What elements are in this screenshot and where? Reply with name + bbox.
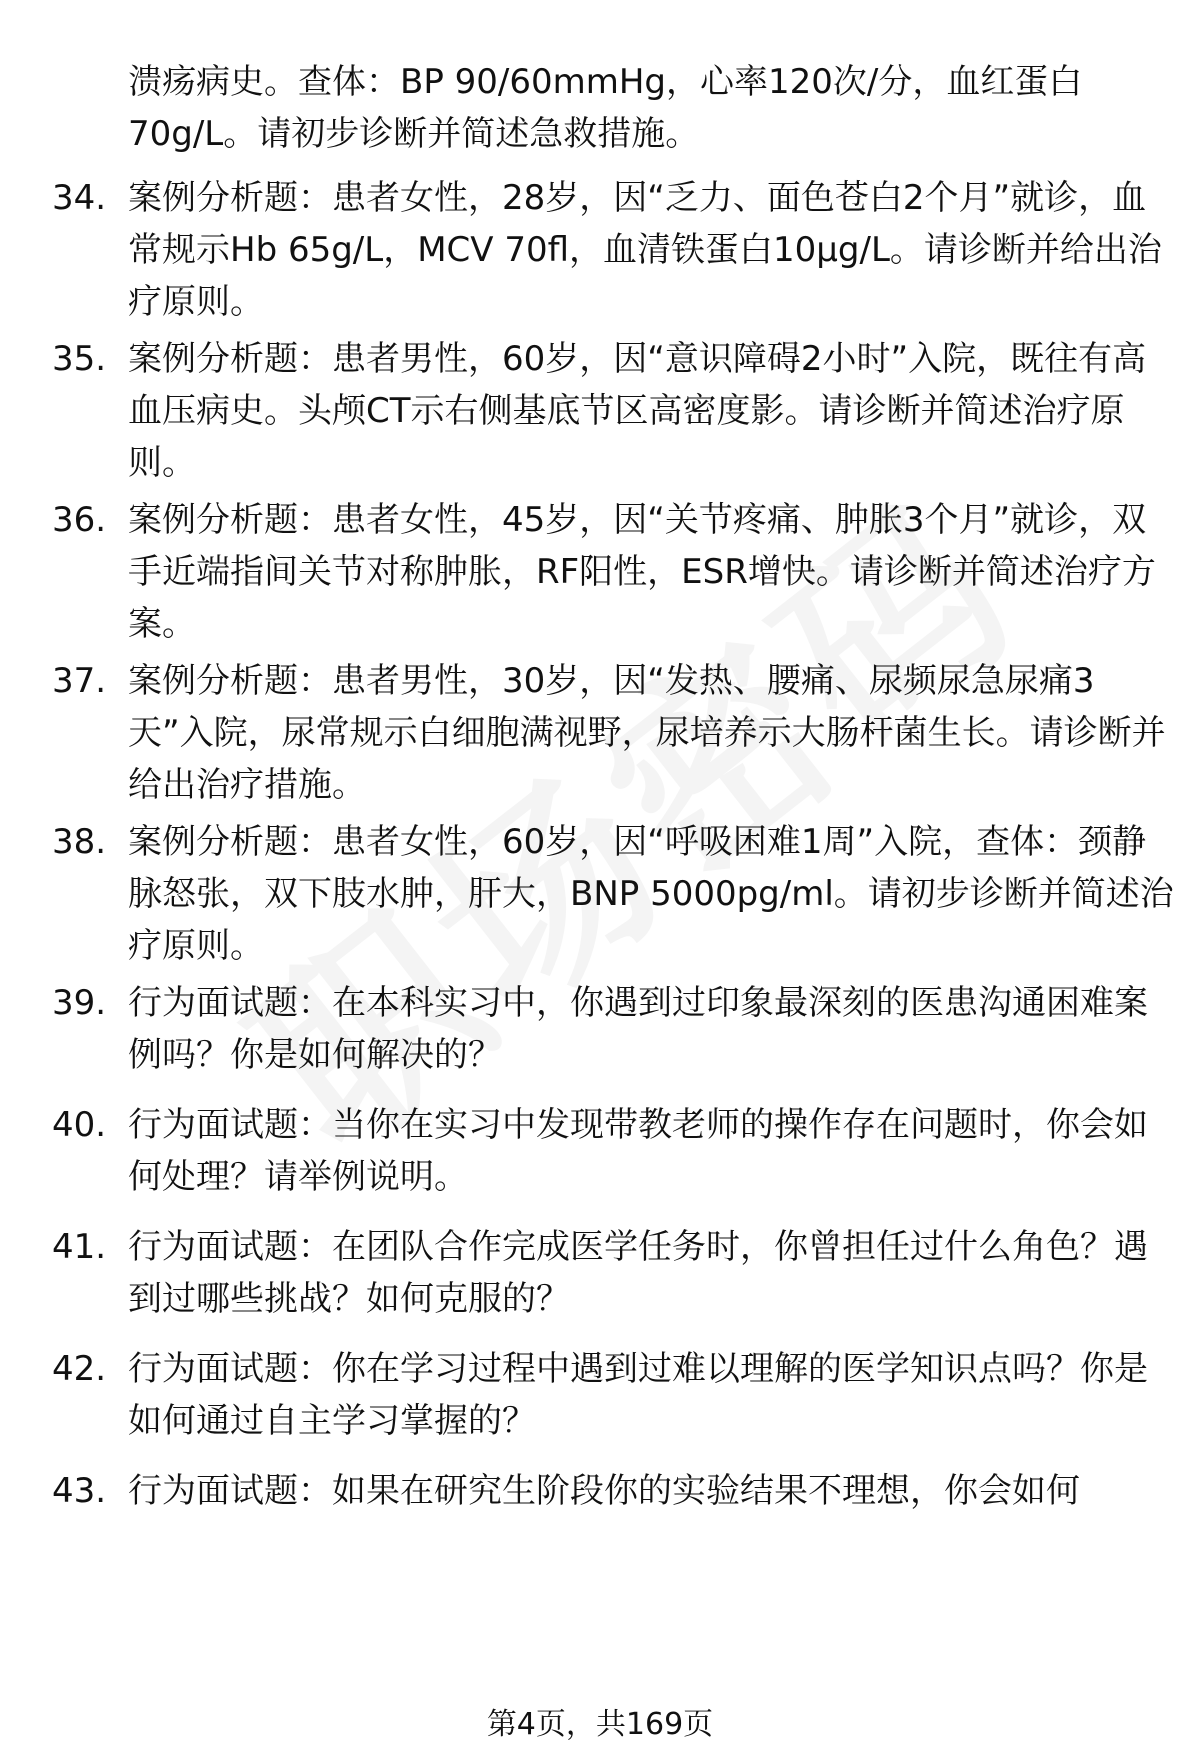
question-item <box>52 1465 1182 1517</box>
question-item <box>52 494 1182 650</box>
question-text: 行为面试题：你在学习过程中遇到过难以理解的医学知识点吗？你是如何通过自主学习掌握的？ <box>128 1349 1148 1441</box>
question-number: 39. <box>52 983 107 1023</box>
question-number: 35. <box>52 339 107 379</box>
question-number: 41. <box>52 1227 107 1267</box>
question-item <box>52 1343 1182 1447</box>
continuation-paragraph: 溃疡病史。查体：BP 90/60mmHg，心率120次/分，血红蛋白70g/L。请初步诊断并简述急救措施。 <box>128 62 1083 154</box>
question-text: 行为面试题：当你在实习中发现带教老师的操作存在问题时，你会如何处理？请举例说明。 <box>128 1105 1148 1197</box>
question-text: 行为面试题：在团队合作完成医学任务时，你曾担任过什么角色？遇到过哪些挑战？如何克服的？ <box>128 1227 1148 1319</box>
question-item <box>52 816 1182 972</box>
question-text: 案例分析题：患者男性，30岁，因“发热、腰痛、尿频尿急尿痛3天”入院，尿常规示白细胞满视野，尿培养示大肠杆菌生长。请诊断并给出治疗措施。 <box>128 661 1166 805</box>
question-number: 42. <box>52 1349 107 1389</box>
question-text: 行为面试题：在本科实习中，你遇到过印象最深刻的医患沟通困难案例吗？你是如何解决的？ <box>128 983 1148 1075</box>
question-item <box>52 1099 1182 1203</box>
question-number: 43. <box>52 1471 107 1511</box>
question-item <box>52 333 1182 489</box>
question-number: 36. <box>52 500 107 540</box>
question-item <box>52 172 1182 328</box>
question-number: 40. <box>52 1105 107 1145</box>
question-item <box>52 977 1182 1081</box>
question-number: 38. <box>52 822 107 862</box>
question-text: 案例分析题：患者女性，28岁，因“乏力、面色苍白2个月”就诊，血常规示Hb 65g/L，MCV 70fl，血清铁蛋白10μg/L。请诊断并给出治疗原则。 <box>128 178 1162 322</box>
question-item <box>52 1221 1182 1325</box>
question-number: 37. <box>52 661 107 701</box>
question-text: 行为面试题：如果在研究生阶段你的实验结果不理想，你会如何 <box>128 1471 1080 1511</box>
question-item <box>52 655 1182 811</box>
question-text: 案例分析题：患者男性，60岁，因“意识障碍2小时”入院，既往有高血压病史。头颅CT示右侧基底节区高密度影。请诊断并简述治疗原则。 <box>128 339 1147 483</box>
question-text: 案例分析题：患者女性，60岁，因“呼吸困难1周”入院，查体：颈静脉怒张，双下肢水肿，肝大，BNP 5000pg/ml。请初步诊断并简述治疗原则。 <box>128 822 1174 966</box>
question-text: 案例分析题：患者女性，45岁，因“关节疼痛、肿胀3个月”就诊，双手近端指间关节对称肿胀，RF阳性，ESR增快。请诊断并简述治疗方案。 <box>128 500 1156 644</box>
question-number: 34. <box>52 178 107 218</box>
page-footer: 第4页，共169页 <box>486 1707 714 1742</box>
